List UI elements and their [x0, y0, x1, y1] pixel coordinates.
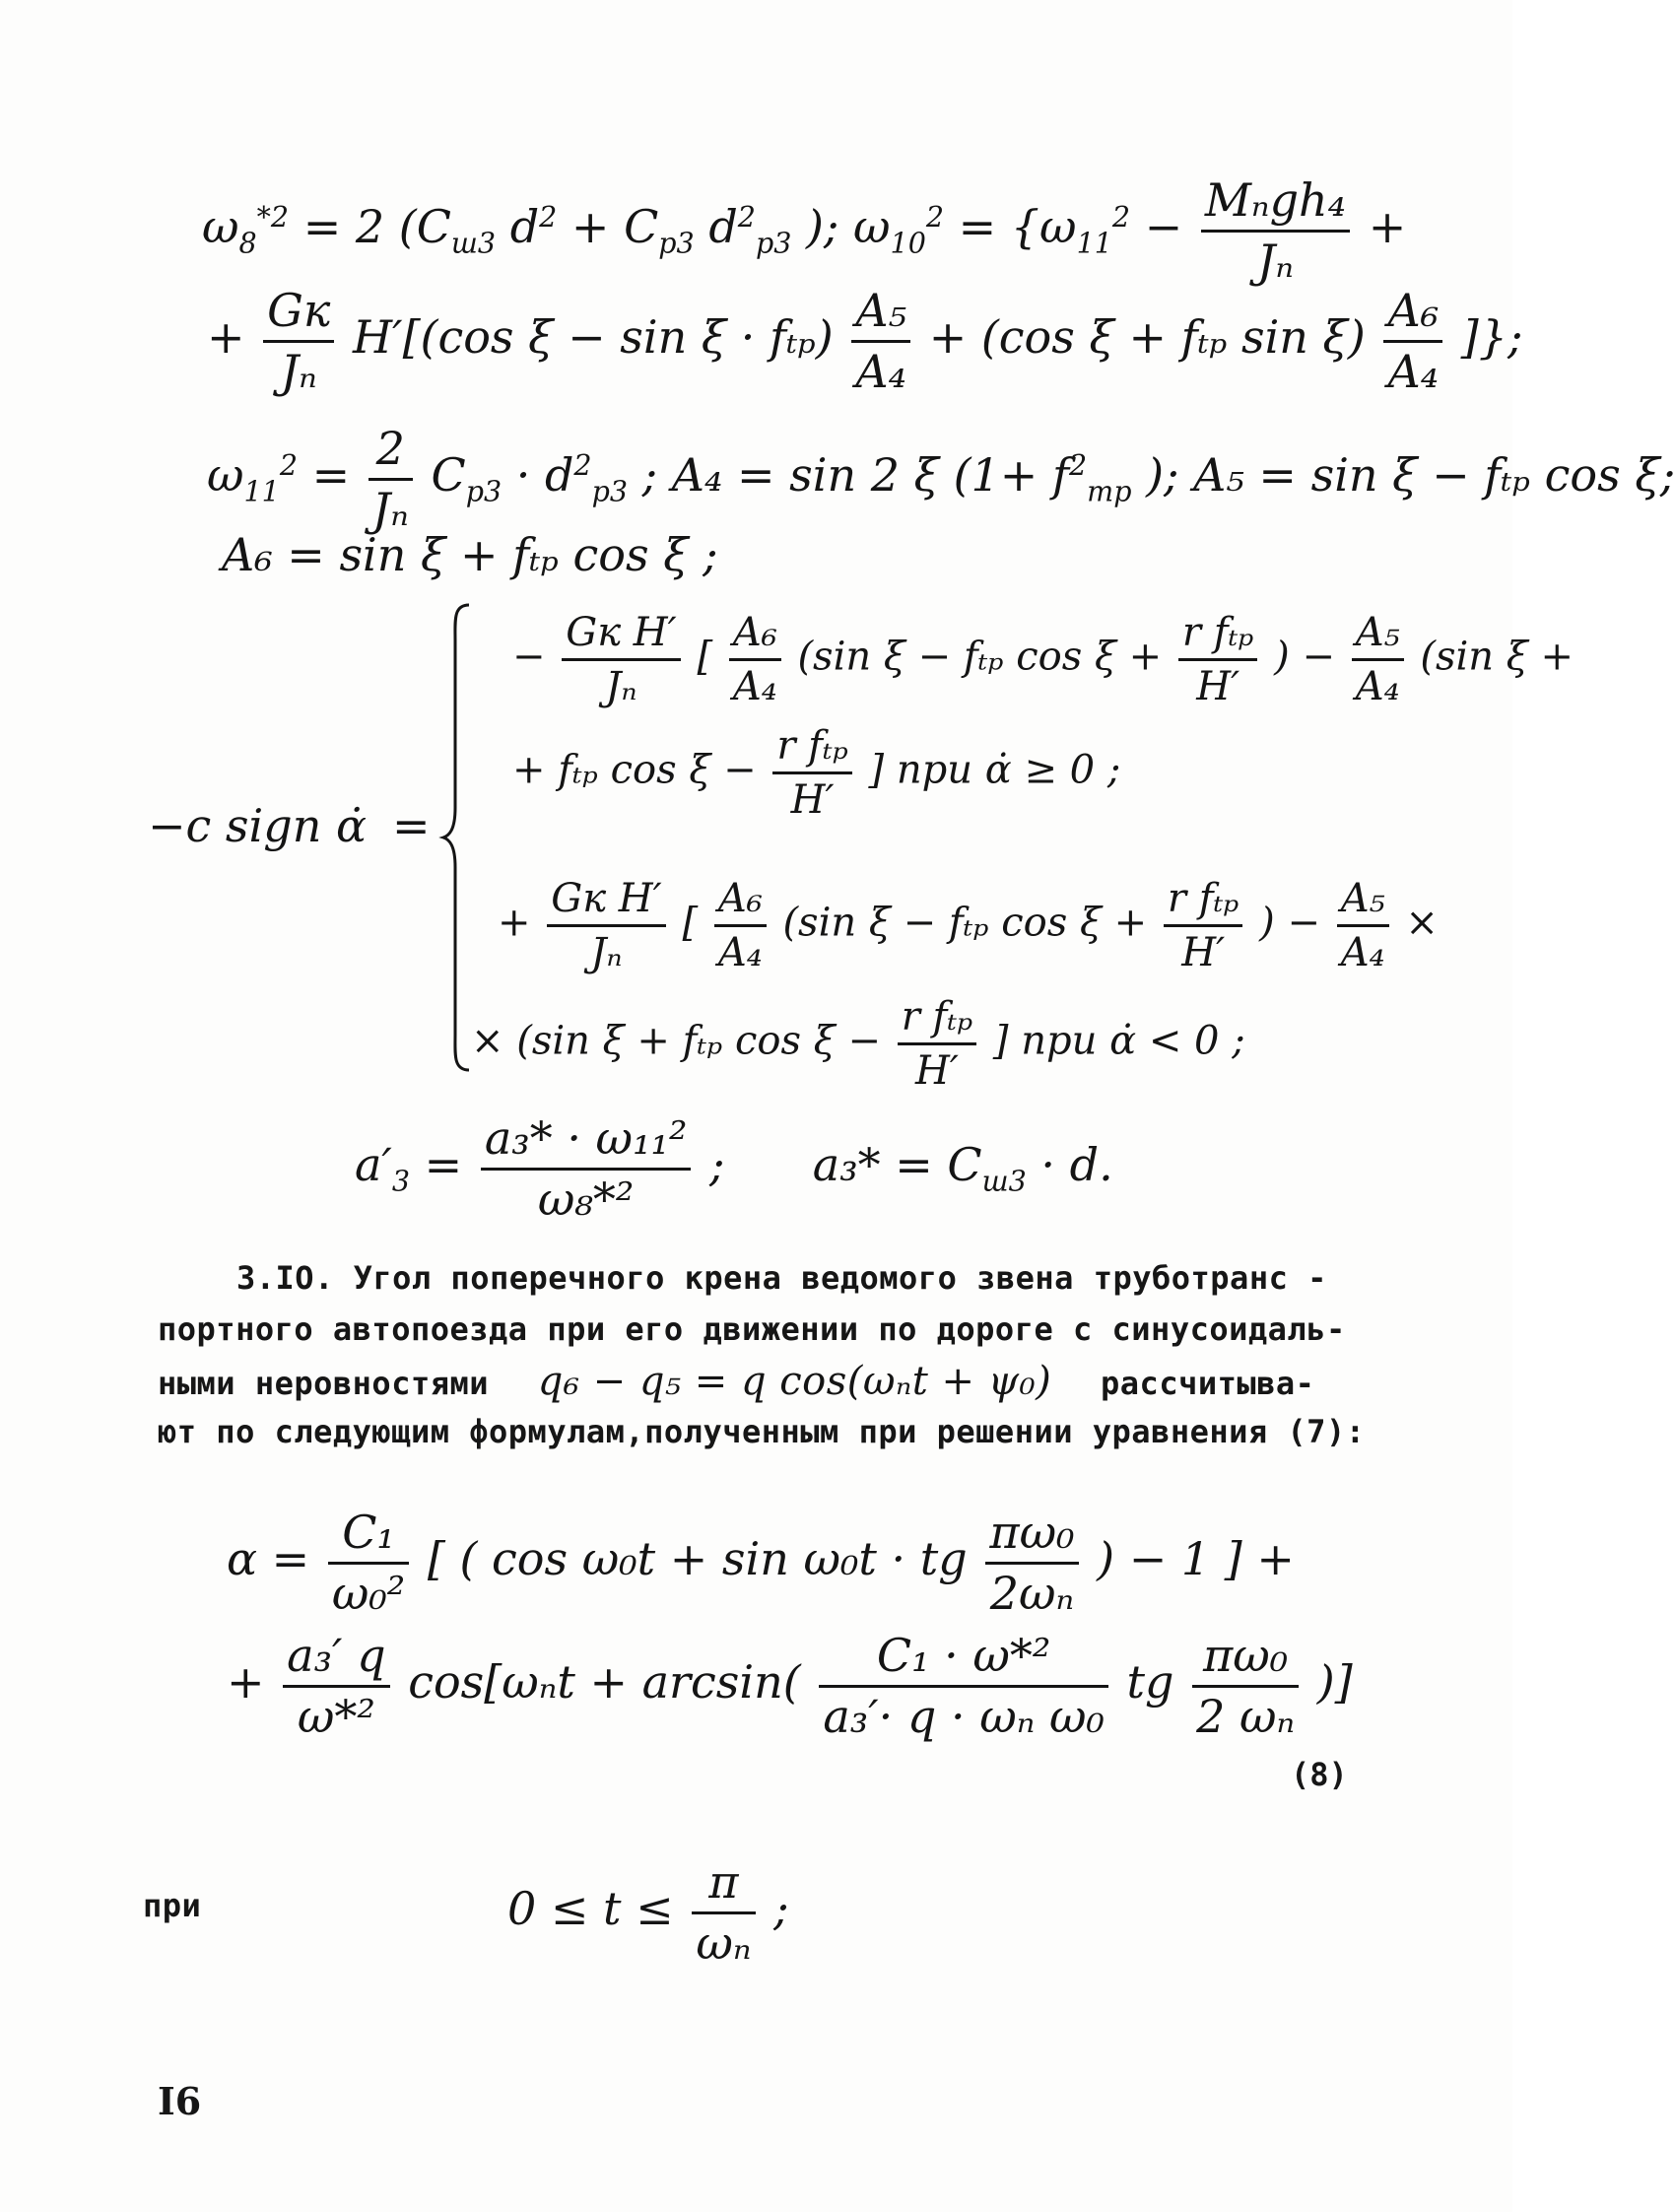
fraction-2-jn: $\frac{2}{\text{Jₙ}}$ — [368, 424, 413, 534]
fraction-rf-h-sys2: $\frac{\text{r fₜₚ}}{H'}$ — [772, 724, 852, 822]
fraction-pi-omega-2: $\frac{\text{πω₀}}{\text{2 ωₙ}}$ — [1192, 1631, 1299, 1741]
paragraph-line-4: ют по следующим формулам,полученным при решении уравнения (7): — [158, 1413, 1366, 1450]
fraction-c1-omega0: $\frac{\text{C₁}}{\text{ω₀²}}$ — [328, 1508, 409, 1618]
system-row-4: × (sin ξ + fₜₚ cos ξ − $\frac{\text{r fₜₚ}}{H'}$ ] при α̇ < 0 ; — [471, 994, 1245, 1094]
fraction-rf-h-sys4: $\frac{\text{r fₜₚ}}{H'}$ — [898, 995, 977, 1093]
fraction-a6-a4-sys1: $\frac{\text{A₆}}{\text{A₄}}$ — [729, 611, 781, 708]
system-lhs: −c sign α̇ — [148, 799, 368, 852]
fraction-rf-h-sys3: $\frac{\text{r fₜₚ}}{H'}$ — [1164, 877, 1243, 974]
left-brace-icon — [441, 601, 471, 1074]
page-number: I6 — [158, 2079, 202, 2123]
equation-8-line-1: α = $\frac{\text{C₁}}{\text{ω₀²}}$ [ ( cos ω₀t + sin ω₀t · tg $\frac{\text{πω₀}}{\text{2ωₙ}}$ ) − 1 ] + — [227, 1506, 1295, 1620]
fraction-a6-a4: $\frac{\text{A₆}}{\text{A₄}}$ — [1383, 286, 1442, 396]
fraction-pi-omega-1: $\frac{\text{πω₀}}{\text{2ωₙ}}$ — [985, 1508, 1078, 1618]
fraction-pi-omegan: $\frac{\pi}{\text{ωₙ}}$ — [692, 1857, 755, 1968]
equation-number-8: (8) — [1291, 1756, 1348, 1793]
equation-8-line-2: + $\frac{\text{a₃′ q}}{\text{ω*²}}$ cos[ωₙt + arcsin( $\frac{\text{C₁ · ω*²}}{\text{a₃′· q · ωₙ ω₀}}$ tg $\frac{\text{πω₀}}{\text{2 ωₙ}}$ )] — [227, 1629, 1353, 1743]
fraction-a3q-omega: $\frac{\text{a₃′ q}}{\text{ω*²}}$ — [283, 1631, 389, 1741]
system-row-3: + $\frac{\text{Gк H′}}{\text{Jₙ}}$ [ $\frac{\text{A₆}}{\text{A₄}}$ (sin ξ − fₜₚ cos ξ + $\frac{\text{r fₜₚ}}{H'}$ ) − $\frac{\text{A₅}}{\text{A₄}}$ × — [498, 876, 1439, 975]
paragraph-line-3: ными неровностями q₆ − q₅ = q cos(ωₙt + ψ₀) рассчитыва- — [158, 1359, 1315, 1404]
formula-line-2: + $\frac{Gк}{\text{Jₙ}}$ H′[(cos ξ − sin ξ · fₜₚ) $\frac{\text{A₅}}{\text{A₄}}$ + (cos ξ + fₜₚ sin ξ) $\frac{\text{A₆}}{\text{A₄}}$ ]}; — [207, 284, 1523, 398]
fraction-a5-a4-sys3: $\frac{\text{A₅}}{\text{A₄}}$ — [1337, 877, 1389, 974]
formula-line-4: A₆ = sin ξ + fₜₚ cos ξ ; — [222, 528, 718, 581]
fraction-a5-a4: $\frac{\text{A₅}}{\text{A₄}}$ — [851, 286, 910, 396]
paragraph-line-1: 3.IO. Угол поперечного крена ведомого звена труботранс - — [236, 1259, 1327, 1297]
fraction-gk-jn: $\frac{Gк}{\text{Jₙ}}$ — [263, 286, 334, 396]
formula-line-1: $\omega_8^{*2} = 2$ ($C_{ш3}$ $d^2 + C_{p3}$ $d^2_{p3}$ ); $\omega_{10}^2 = \{\omega_{11}^2$ − $\frac{\text{Mₙgh₄}}{\text{Jₙ}}$ + — [202, 173, 1407, 288]
fraction-gkh-jn-1: $\frac{\text{Gк H′}}{\text{Jₙ}}$ — [562, 611, 681, 708]
fraction-a3-omega: $\frac{\text{a₃* · ω₁₁²}}{\text{ω₈*²}}$ — [481, 1113, 692, 1224]
formula-a3: $a'_3$ = $\frac{\text{a₃* · ω₁₁²}}{\text{ω₈*²}}$ ; $a_3* = C_{ш3} \cdot d$. — [355, 1111, 1113, 1226]
inline-formula-q: q₆ − q₅ = q cos(ωₙt + ψ₀) — [537, 1359, 1052, 1404]
condition-formula: 0 ≤ t ≤ $\frac{\pi}{\text{ωₙ}}$ ; — [507, 1855, 789, 1970]
system-row-1: − $\frac{\text{Gк H′}}{\text{Jₙ}}$ [ $\frac{\text{A₆}}{\text{A₄}}$ (sin ξ − fₜₚ cos ξ + $\frac{\text{r fₜₚ}}{H'}$ ) − $\frac{\text{A₅}}{\text{A₄}}$ (sin ξ + — [512, 610, 1574, 709]
fraction-c1omega-a3q: $\frac{\text{C₁ · ω*²}}{\text{a₃′· q · ωₙ ω₀}}$ — [819, 1631, 1108, 1741]
fraction-a6-a4-sys3: $\frac{\text{A₆}}{\text{A₄}}$ — [714, 877, 767, 974]
formula-line-3: $\omega_{11}^2$ = $\frac{2}{\text{Jₙ}}$ $C_{p3} \cdot d^2_{p3}$ ; A₄ = sin 2 ξ ($1+ f^2_{тр}$ ); A₅ = sin ξ − fₜₚ cos ξ; — [207, 422, 1675, 536]
condition-label: при — [143, 1887, 202, 1924]
fraction-a5-a4-sys1: $\frac{\text{A₅}}{\text{A₄}}$ — [1352, 611, 1404, 708]
fraction-gkh-jn-3: $\frac{\text{Gк H′}}{\text{Jₙ}}$ — [547, 877, 666, 974]
system-equals: = — [392, 799, 431, 852]
paragraph-line-2: портного автопоезда при его движении по дороге с синусоидаль- — [158, 1310, 1346, 1348]
fraction-rf-h-sys1: $\frac{\text{r fₜₚ}}{H'}$ — [1178, 611, 1258, 708]
system-row-2: + fₜₚ cos ξ − $\frac{\text{r fₜₚ}}{H'}$ ] при α̇ ≥ 0 ; — [512, 723, 1121, 823]
fraction-mgh: $\frac{\text{Mₙgh₄}}{\text{Jₙ}}$ — [1201, 175, 1350, 286]
